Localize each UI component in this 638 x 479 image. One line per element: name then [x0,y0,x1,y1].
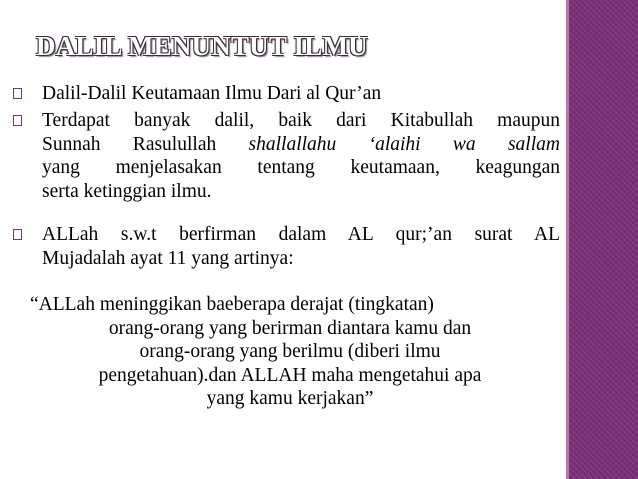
bullet-text-italic: shallallahu ‘alaihi wa sallam [248,133,560,155]
bullet-item-1 [12,82,560,109]
decorative-side-bar [569,0,638,479]
quote-line: “ALLah meninggikan baeberapa derajat (tingkatan) [30,294,434,315]
square-bullet-icon [13,229,22,240]
bullet-item-2 [12,109,560,223]
bullet-text-line: serta ketinggian ilmu. [42,180,212,202]
quote-line: yang kamu kerjakan” [206,388,374,409]
square-bullet-icon [13,88,22,99]
quote-line: orang-orang yang berilmu (diberi ilmu [139,341,441,362]
bullet-text-line: ALLah s.w.t berfirman dalam AL qur;’an surat AL [42,224,560,245]
bullet-text-line: Terdapat banyak dalil, baik dari Kitabullah maupun [42,110,560,131]
bullet-text-line: yang menjelasakan tentang keutamaan, keagungan [42,157,560,178]
quote-block [20,293,560,411]
bullet-text-segment: Sunnah Rasulullah [42,133,217,155]
slide-title: DALIL MENUNTUT ILMU [36,31,368,61]
square-bullet-icon [13,115,22,126]
bullet-list [12,82,560,269]
bullet-text-line: Mujadalah ayat 11 yang artinya: [42,247,294,269]
bullet-text: Dalil-Dalil Keutamaan Ilmu Dari al Qur’an [42,83,382,104]
quote-line: pengetahuan).dan ALLAH maha mengetahui apa [98,364,482,386]
bullet-text-line [42,133,560,157]
bullet-item-3 [12,223,560,269]
quote-line: orang-orang yang berirman diantara kamu dan [108,317,472,339]
